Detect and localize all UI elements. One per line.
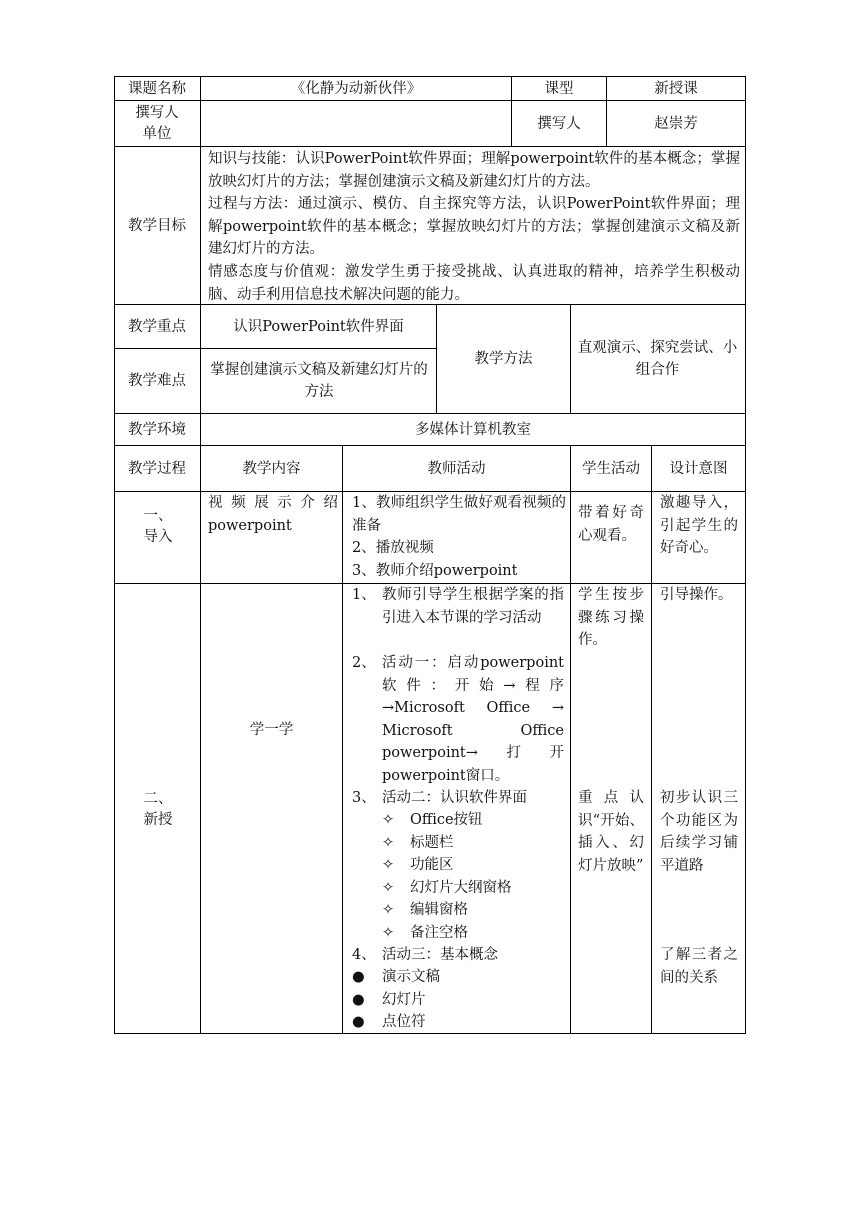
focus-value: 认识PowerPoint软件界面 [233,318,404,335]
bullet-icon: ● [352,1014,365,1031]
diamond-icon: ✧ [382,834,395,851]
author-unit-label-line1: 撰写人 [135,104,179,121]
design-header: 设计意图 [669,460,728,477]
difficulty-value: 掌握创建演示文稿及新建幻灯片的方法 [210,362,428,400]
stage1-teacher-step2: 2、播放视频 [352,540,434,557]
stage1-student: 带着好奇心观看。 [578,505,644,544]
stage2-content: 学一学 [249,722,294,738]
diamond-item-edit-pane: 编辑窗格 [410,902,468,919]
diamond-icon: ✧ [382,902,395,919]
diamond-icon: ✧ [382,924,395,941]
table-rule [342,445,343,1034]
table-rule [570,445,571,1034]
author-unit-label-line2: 单位 [142,125,172,142]
bullet-icon: ● [352,991,365,1008]
author-value: 赵崇芳 [654,115,698,132]
diamond-icon: ✧ [382,857,395,874]
diamond-item-title-bar: 标题栏 [410,834,454,851]
teacher-item2-num: 2、 [352,655,376,671]
stage1-content: 视频展示介绍powerpoint [208,495,338,534]
table-rule [114,146,746,147]
author-label: 撰写人 [537,115,581,132]
focus-label: 教学重点 [128,318,186,335]
student-header: 学生活动 [582,460,640,477]
difficulty-label: 教学难点 [128,373,186,389]
teacher-item3-num: 3、 [352,790,376,806]
lesson-type-value: 新授课 [654,80,698,97]
method-label: 教学方法 [474,351,533,367]
stage2-name: 二、新授 [143,791,173,828]
diamond-item-outline-pane: 幻灯片大纲窗格 [410,879,512,896]
teacher-item3: 活动二：认识软件界面 [382,790,527,806]
diamond-item-ribbon: 功能区 [410,857,454,874]
stage1-teacher-step3: 3、教师介绍powerpoint [352,562,518,579]
process-header: 教学过程 [128,460,186,477]
diamond-list [382,809,512,945]
stage2-student-focus: 重点认识“开始、插入、幻灯片放映” [578,790,644,874]
content-header: 教学内容 [242,460,301,477]
environment-label: 教学环境 [128,421,186,438]
topic-label: 课题名称 [128,80,186,97]
stage1-name: 一、导入 [143,508,173,545]
teacher-item2: 活动一：启动powerpoint软件：开始→程序→Microsoft Office → Microsoft Office powerpoint→打开powerpoint窗口。 [382,655,564,784]
topic-value: 《化静为动新伙伴》 [290,80,422,97]
teacher-header: 教师活动 [427,460,486,477]
stage2-design-concepts: 了解三者之间的关系 [660,947,738,986]
objective-knowledge: 知识与技能：认识PowerPoint软件界面；理解powerpoint软件的基本概念；掌握放映幻灯片的方法；掌握创建演示文稿及新建幻灯片的方法。 [208,151,740,190]
table-rule [651,445,652,1034]
bullet-list [352,966,440,1034]
method-value: 直观演示、探究尝试、小组合作 [577,340,738,378]
teacher-item1: 教师引导学生根据学案的指引进入本节课的学习活动 [382,587,564,626]
teacher-item4-num: 4、 [352,947,376,963]
objectives-label: 教学目标 [128,217,186,234]
lesson-type-label: 课型 [544,80,574,97]
stage2-design-guide: 引导操作。 [660,587,733,603]
environment-value: 多媒体计算机教室 [415,421,531,438]
table-border-right [745,76,746,1034]
diamond-item-office-button: Office按钮 [410,812,483,828]
stage1-design: 激趣导入，引起学生的好奇心。 [660,495,738,557]
teacher-item1-num: 1、 [352,587,376,603]
objectives-text [208,148,740,306]
stage2-design-areas: 初步认识三个功能区为后续学习铺平道路 [660,790,738,874]
bullet-item-slide: 幻灯片 [382,991,426,1008]
table-rule [570,304,571,414]
author-unit-label [114,101,200,146]
stage1-teacher [352,492,566,582]
bullet-icon: ● [352,969,365,985]
diamond-item-notes-pane: 备注空格 [410,924,468,941]
teacher-item4: 活动三：基本概念 [382,947,498,963]
table-rule [200,76,201,1034]
bullet-item-presentation: 演示文稿 [382,969,440,985]
objective-attitude: 情感态度与价值观：激发学生勇于接受挑战、认真进取的精神，培养学生积极动脑、动手利用信息技术解决问题的能力。 [208,263,740,303]
diamond-icon: ✧ [382,812,395,828]
objective-process: 过程与方法：通过演示、模仿、自主探究等方法，认识PowerPoint软件界面；理解powerpoint软件的基本概念；掌握放映幻灯片的方法；掌握创建演示文稿及新建幻灯片的方法。 [208,196,740,258]
diamond-icon: ✧ [382,879,395,896]
stage2-student-practice: 学生按步骤练习操作。 [578,587,644,649]
stage1-teacher-step1: 1、教师组织学生做好观看视频的准备 [352,495,566,534]
bullet-item-placeholder: 点位符 [382,1014,426,1031]
